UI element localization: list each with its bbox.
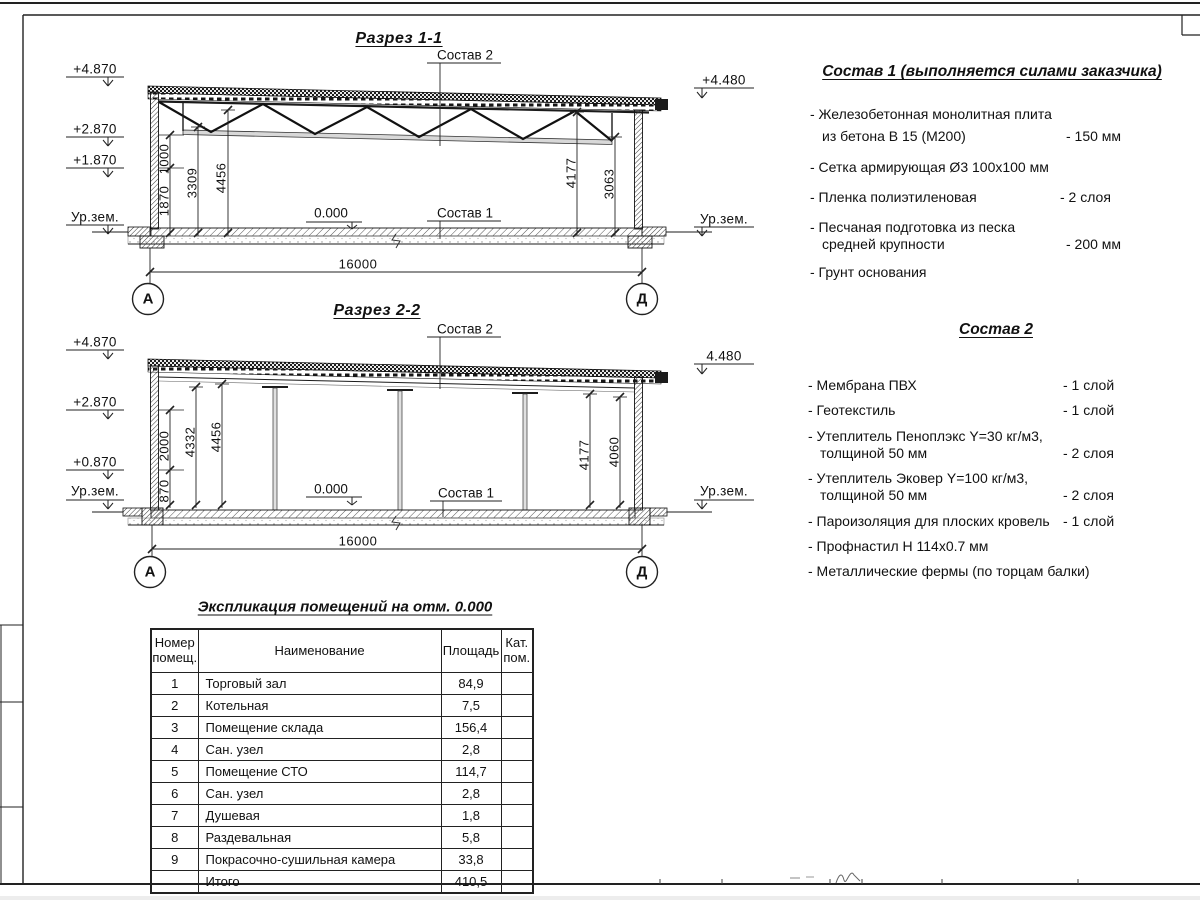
sostav2-item-value: - 2 слоя [1063,487,1114,503]
sostav2-item-line: - Утеплитель Пеноплэкс Y=30 кг/м3, [808,428,1043,444]
room-table-title: Экспликация помещений на отм. 0.000 [197,598,493,616]
table-row: 3 Помещение склада 156,4 [151,717,533,739]
section-2-title: Разрез 2-2 [333,302,421,319]
sostav2-item-line: - Пароизоляция для плоских кровель [808,513,1050,529]
table-row: 1 Торговый зал 84,9 [151,673,533,695]
col-header-area: Площадь [441,629,501,673]
table-row: 2 Котельная 7,5 [151,695,533,717]
s1-elev-2870: +2.870 [73,121,117,137]
s2-axis-a: А [144,563,156,581]
sostav1-title: Состав 1 (выполняется силами заказчика) [822,63,1162,80]
s1-dim-3063: 3063 [601,168,617,200]
s1-dim-16000: 16000 [338,256,378,272]
s2-elev-0870: +0.870 [73,454,117,470]
titleblock-remnant-marks [660,873,1078,884]
s1-elev-4870: +4.870 [73,61,117,77]
s2-elev-4870: +4.870 [73,334,117,350]
s1-dim-3309: 3309 [184,167,200,199]
table-row: 7 Душевая 1,8 [151,805,533,827]
table-header-row [151,629,533,673]
s2-dim-4456: 4456 [208,421,224,453]
sostav2-item-line: - Профнастил Н 114х0.7 мм [808,538,989,554]
s2-dim-870: 870 [156,479,172,503]
s2-ur-zem-right: Ур.зем. [700,483,748,499]
room-schedule-table [150,628,534,894]
col-header-number: Номер помещ. [151,629,198,673]
s2-dim-16000: 16000 [338,533,378,549]
s2-bottom-dim [135,525,658,588]
section-2-drawing [66,334,754,588]
s2-roof [148,359,668,392]
s2-ur-zem-left: Ур.зем. [71,483,119,499]
s2-dim-lines [156,380,627,509]
s2-dim-4332: 4332 [182,426,198,458]
sostav2-item-line: толщиной 50 мм [820,487,928,503]
s2-zero-mark: 0.000 [314,481,348,497]
sostav2-item-value: - 1 слой [1063,513,1115,529]
sostav2-item-value: - 2 слоя [1063,445,1114,461]
s2-floor [92,508,712,530]
window-edge [0,896,1200,900]
s1-dim-4456: 4456 [213,162,229,194]
sostav1-item-line: из бетона В 15 (М200) [822,128,966,144]
sostav1-item-line: - Железобетонная монолитная плита [810,106,1052,122]
sostav1-item-value: - 200 мм [1066,236,1122,252]
sostav1-item-line: - Пленка полиэтиленовая [810,189,977,205]
sostav2-item-line: - Геотекстиль [808,402,896,418]
s2-axis-d: Д [636,563,648,581]
sostav1-item-line: - Грунт основания [810,264,927,280]
s1-dim-1000: 1000 [156,143,172,175]
sostav2-item-line: - Металлические фермы (по торцам балки) [808,563,1090,579]
s1-dim-4177: 4177 [563,157,579,189]
s1-elev-4480: +4.480 [702,72,746,88]
s2-elev-2870: +2.870 [73,394,117,410]
s1-axis-a: А [142,290,154,308]
section-1-title: Разрез 1-1 [355,30,443,47]
s1-sostav2-label: Состав 2 [437,47,493,63]
s2-elev-4480: 4.480 [706,348,742,364]
table-row: 5 Помещение СТО 114,7 [151,761,533,783]
s1-zero-mark: 0.000 [314,205,348,221]
s2-sostav2-label: Состав 2 [437,321,493,337]
s2-walls [151,366,643,510]
s2-dim-4060: 4060 [606,436,622,468]
s1-axis-d: Д [636,290,648,308]
sostav2-title: Состав 2 [959,321,1033,338]
s1-elev-1870: +1.870 [73,152,117,168]
col-header-name: Наименование [198,629,441,673]
sostav1-item-line: - Песчаная подготовка из песка [810,219,1016,235]
table-row: 8 Раздевальная 5,8 [151,827,533,849]
s1-sostav1-label: Состав 1 [437,205,493,221]
col-header-cat: Кат. пом. [501,629,533,673]
sostav2-item-value: - 1 слой [1063,402,1115,418]
s1-dim-1870: 1870 [156,185,172,217]
table-row-total: Итого 410,5 [151,871,533,894]
s1-ur-zem-left: Ур.зем. [71,209,119,225]
table-row: 4 Сан. узел 2,8 [151,739,533,761]
s2-dim-2000: 2000 [156,430,172,462]
sostav2-item-value: - 1 слой [1063,377,1115,393]
sostav1-item-value: - 2 слоя [1060,189,1111,205]
sostav1-item-value: - 150 мм [1066,128,1122,144]
s1-floor [92,227,712,248]
sostav2-item-line: - Утеплитель Эковер Y=100 кг/м3, [808,470,1029,486]
s1-ur-zem-right: Ур.зем. [700,211,748,227]
sostav2-item-line: - Мембрана ПВХ [808,377,917,393]
table-row: 9 Покрасочно-сушильная камера 33,8 [151,849,533,871]
s2-sostav1-label: Состав 1 [438,485,494,501]
sostav1-item-line: средней крупности [822,236,945,252]
s2-dim-4177: 4177 [576,439,592,471]
table-row: 6 Сан. узел 2,8 [151,783,533,805]
sostav1-item-line: - Сетка армирующая Ø3 100х100 мм [810,159,1049,175]
s2-columns [262,387,538,510]
sostav2-item-line: толщиной 50 мм [820,445,928,461]
